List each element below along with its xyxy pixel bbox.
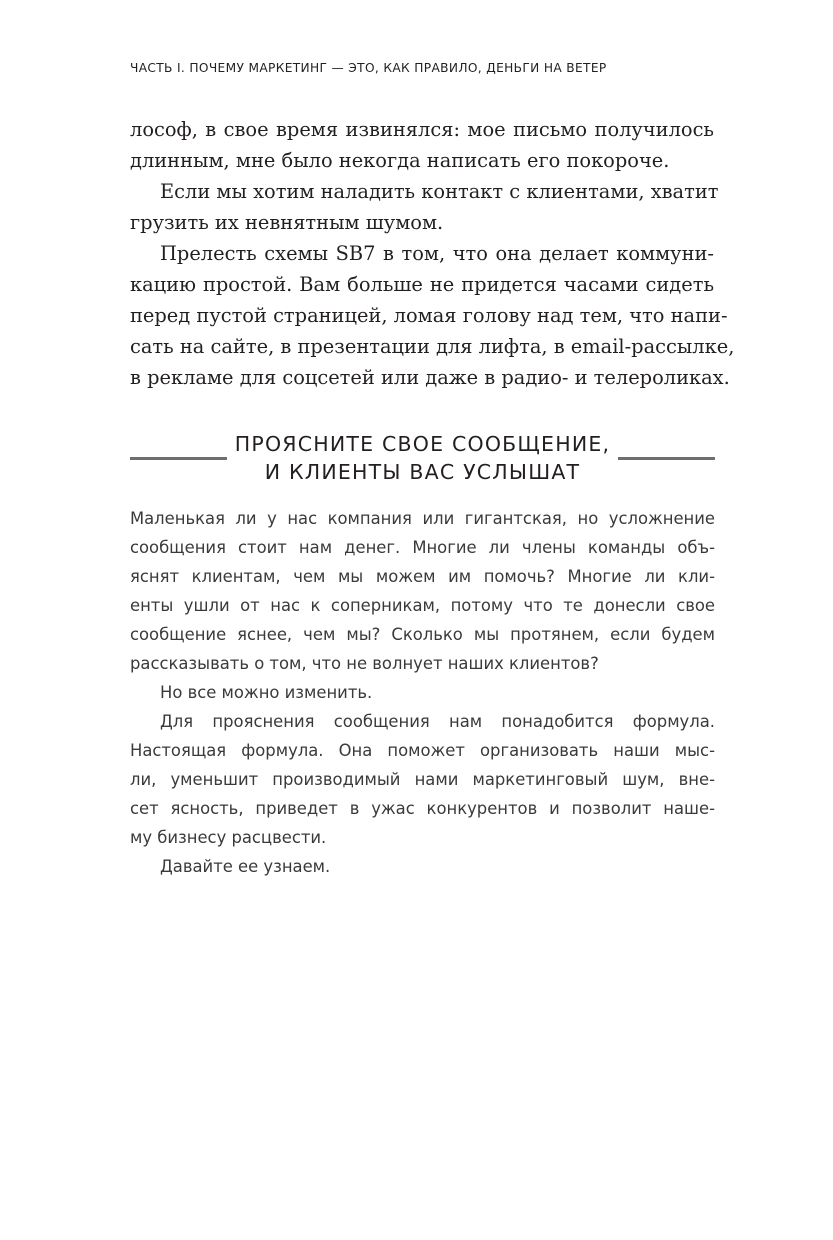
body-line: сообщение яснее, чем мы? Сколько мы протянем, если будем [130, 625, 715, 644]
body-line: Но все можно изменить. [160, 683, 373, 702]
running-head: ЧАСТЬ I. ПОЧЕМУ МАРКЕТИНГ — ЭТО, КАК ПРАВИЛО, ДЕНЬГИ НА ВЕТЕР [130, 61, 607, 75]
heading-rule-left [130, 457, 227, 460]
intro-line: перед пустой страницей, ломая голову над тем, что напи- [130, 304, 728, 327]
intro-line: сать на сайте, в презентации для лифта, в email-рассылке, [130, 335, 735, 358]
intro-line: лософ, в свое время извинялся: мое письмо получилось [130, 118, 714, 141]
section-heading-text [227, 430, 618, 486]
section-heading-line-2: И КЛИЕНТЫ ВАС УСЛЫШАТ [264, 460, 581, 484]
body-line: Давайте ее узнаем. [160, 857, 331, 876]
intro-text-block [130, 114, 735, 393]
body-line: сет ясность, приведет в ужас конкурентов и позволит наше- [130, 799, 715, 818]
intro-line: грузить их невнятным шумом. [130, 211, 444, 234]
body-line: енты ушли от нас к соперникам, потому что те донесли свое [130, 596, 715, 615]
body-line: Для прояснения сообщения нам понадобится формула. [160, 712, 715, 731]
body-line: ли, уменьшит производимый нами маркетинговый шум, вне- [130, 770, 715, 789]
section-heading-line-1: ПРОЯСНИТЕ СВОЕ СООБЩЕНИЕ, [234, 432, 611, 456]
body-line: рассказывать о том, что не волнует наших клиентов? [130, 654, 599, 673]
intro-line: Если мы хотим наладить контакт с клиентами, хватит [160, 180, 719, 203]
body-line: Маленькая ли у нас компания или гигантская, но усложнение [130, 509, 715, 528]
body-text-block [130, 504, 715, 881]
intro-line: кацию простой. Вам больше не придется часами сидеть [130, 273, 714, 296]
section-heading [130, 430, 715, 492]
intro-line: длинным, мне было некогда написать его покороче. [130, 149, 670, 172]
body-line: яснят клиентам, чем мы можем им помочь? Многие ли кли- [130, 567, 715, 586]
intro-line: Прелесть схемы SB7 в том, что она делает коммуни- [160, 242, 714, 265]
body-line: сообщения стоит нам денег. Многие ли члены команды объ- [130, 538, 715, 557]
heading-rule-right [618, 457, 715, 460]
body-line: му бизнесу расцвести. [130, 828, 327, 847]
body-line: Настоящая формула. Она поможет организовать наши мыс- [130, 741, 715, 760]
intro-line: в рекламе для соцсетей или даже в радио- и телероликах. [130, 366, 730, 389]
